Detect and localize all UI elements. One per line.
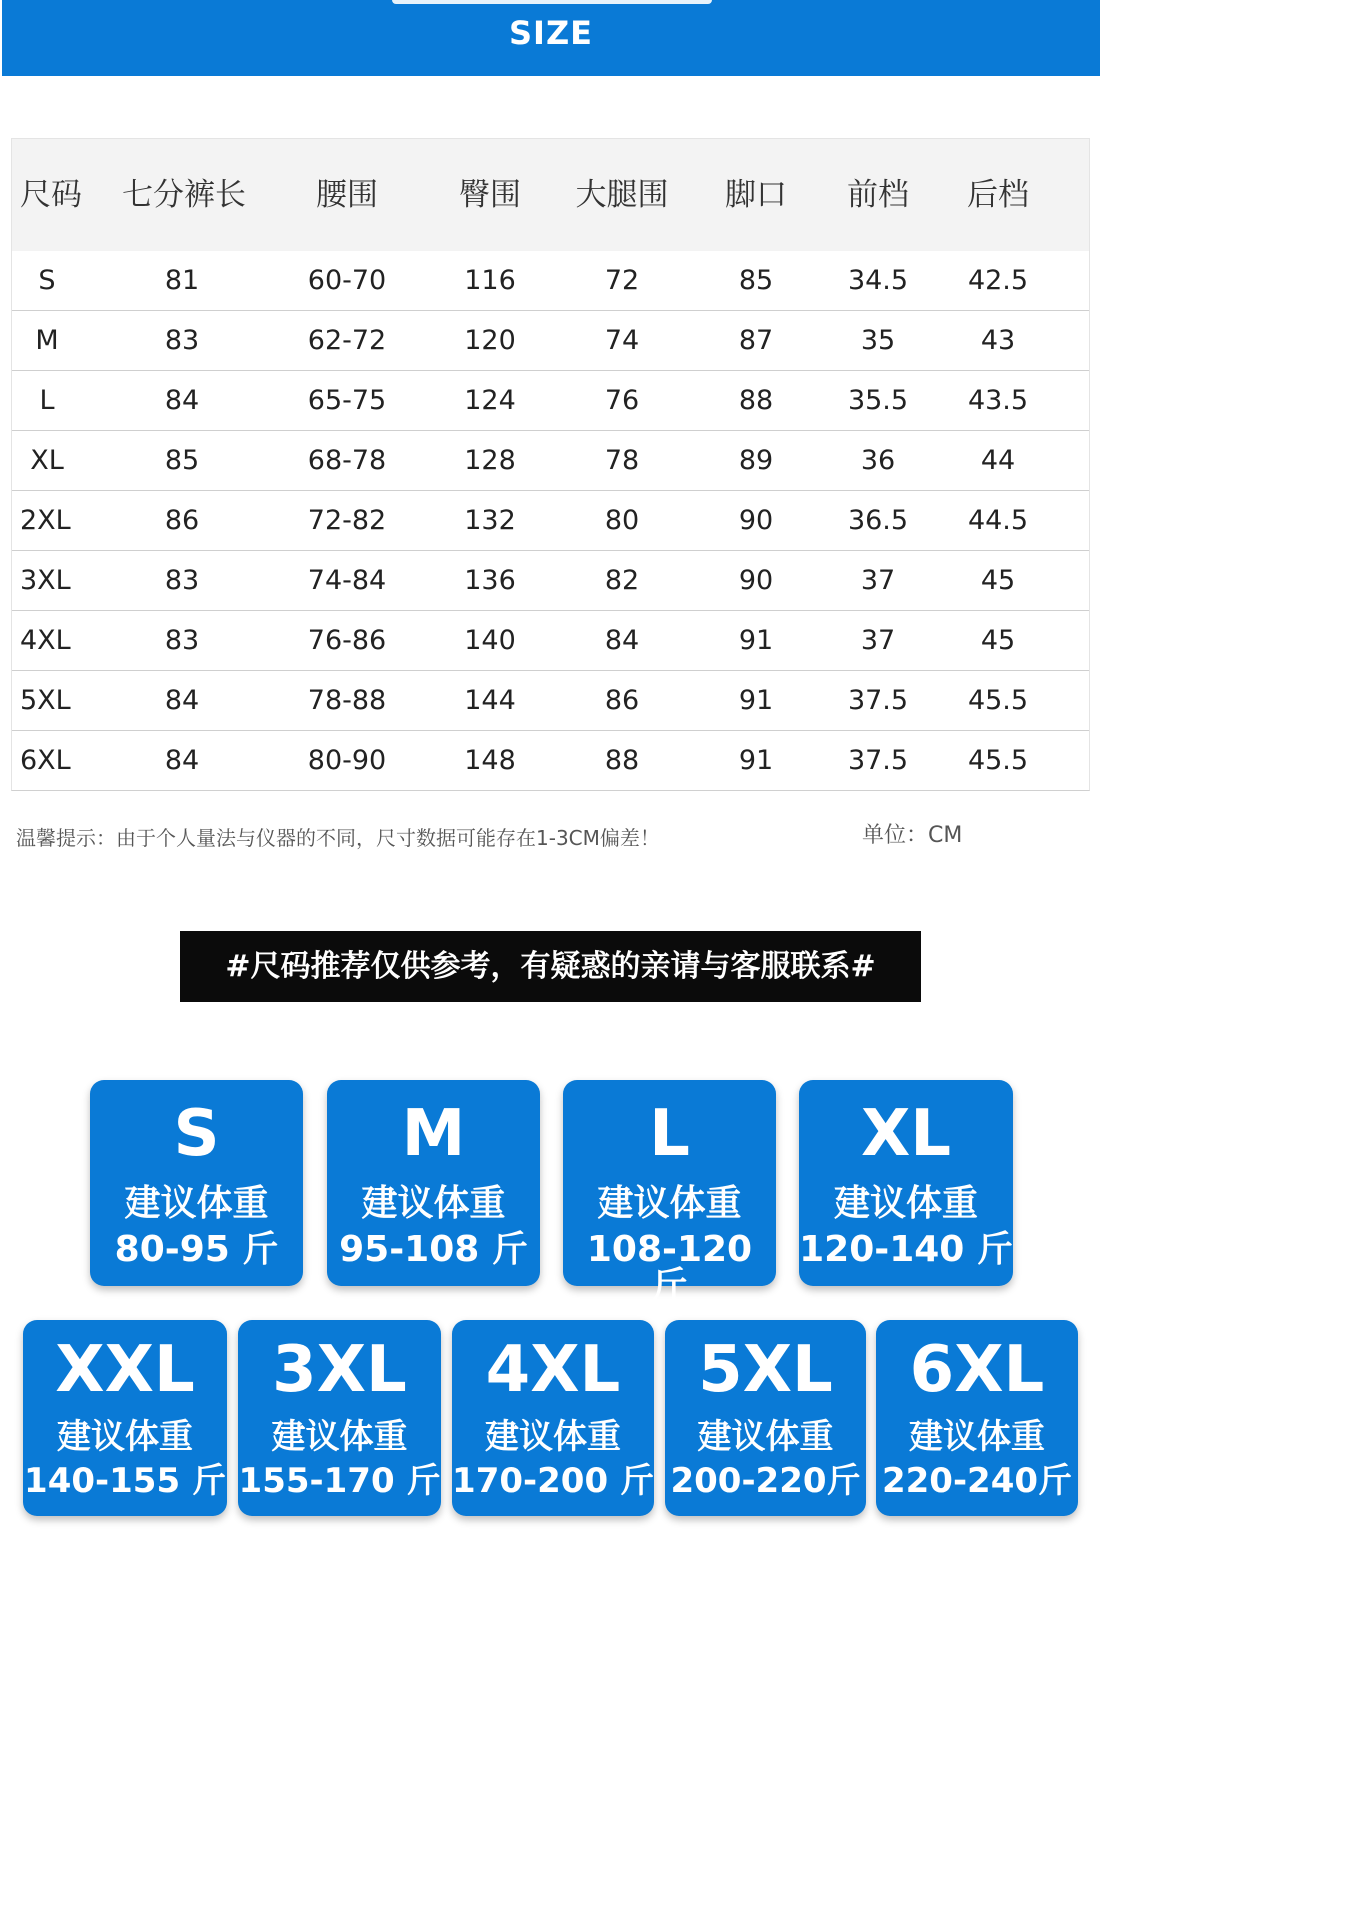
card-weight-label: 建议体重 bbox=[833, 1183, 978, 1224]
header-length: 七分裤长 bbox=[122, 177, 246, 213]
header-thigh: 大腿围 bbox=[575, 177, 669, 213]
table-row bbox=[12, 610, 1089, 670]
table-cell: 85 bbox=[738, 265, 774, 296]
table-cell: 83 bbox=[164, 565, 200, 596]
table-cell: 84 bbox=[604, 625, 640, 656]
table-cell: 78 bbox=[604, 445, 640, 476]
header-waist: 腰围 bbox=[316, 177, 378, 213]
table-cell: 76-86 bbox=[307, 625, 387, 656]
card-size: M bbox=[401, 1097, 466, 1171]
table-cell: 87 bbox=[738, 325, 774, 356]
table-cell: 42.5 bbox=[967, 265, 1029, 296]
table-cell: 88 bbox=[738, 385, 774, 416]
table-cell: 45.5 bbox=[967, 745, 1029, 776]
table-cell: 34.5 bbox=[847, 265, 909, 296]
table-cell: 80 bbox=[604, 505, 640, 536]
table-cell: 43 bbox=[980, 325, 1016, 356]
table-row bbox=[12, 251, 1089, 310]
table-cell: 74 bbox=[604, 325, 640, 356]
table-cell: 91 bbox=[738, 625, 774, 656]
card-weight-range: 170-200 斤 bbox=[452, 1461, 654, 1501]
card-weight-label: 建议体重 bbox=[909, 1417, 1045, 1457]
table-cell: 144 bbox=[464, 685, 516, 716]
table-row bbox=[12, 670, 1089, 730]
card-weight-label: 建议体重 bbox=[361, 1183, 506, 1224]
card-weight-label: 建议体重 bbox=[124, 1183, 269, 1224]
table-cell: 44.5 bbox=[967, 505, 1029, 536]
table-cell: 91 bbox=[738, 745, 774, 776]
card-size: 3XL bbox=[272, 1333, 407, 1407]
table-row bbox=[12, 370, 1089, 430]
table-cell: 128 bbox=[464, 445, 516, 476]
row-size: S bbox=[38, 265, 56, 296]
card-weight-range: 200-220斤 bbox=[670, 1461, 861, 1501]
card-weight-range: 120-140 斤 bbox=[799, 1229, 1013, 1270]
table-cell: 37 bbox=[860, 625, 896, 656]
header-front-rise: 前档 bbox=[847, 177, 909, 213]
table-cell: 84 bbox=[164, 685, 200, 716]
table-cell: 124 bbox=[464, 385, 516, 416]
table-cell: 78-88 bbox=[307, 685, 387, 716]
banner-subtitle: SIZE bbox=[508, 14, 593, 52]
row-size: L bbox=[39, 385, 55, 416]
weight-card-xxl bbox=[23, 1320, 227, 1516]
table-cell: 81 bbox=[164, 265, 200, 296]
header-leg-opening: 脚口 bbox=[725, 177, 787, 213]
table-row bbox=[12, 490, 1089, 550]
table-row bbox=[12, 430, 1089, 490]
table-cell: 43.5 bbox=[967, 385, 1029, 416]
table-cell: 120 bbox=[464, 325, 516, 356]
card-weight-range: 108-120 斤 bbox=[586, 1229, 753, 1306]
weight-card-6xl bbox=[876, 1320, 1078, 1516]
size-table bbox=[11, 138, 1090, 791]
table-cell: 86 bbox=[604, 685, 640, 716]
table-cell: 82 bbox=[604, 565, 640, 596]
recommendation-banner: #尺码推荐仅供参考，有疑惑的亲请与客服联系# bbox=[180, 931, 921, 1002]
table-cell: 90 bbox=[738, 505, 774, 536]
card-weight-label: 建议体重 bbox=[597, 1183, 742, 1224]
table-cell: 45.5 bbox=[967, 685, 1029, 716]
weight-card-3xl bbox=[238, 1320, 441, 1516]
table-cell: 72 bbox=[604, 265, 640, 296]
weight-card-s bbox=[90, 1080, 303, 1286]
table-header bbox=[12, 139, 1089, 251]
row-size: M bbox=[35, 325, 59, 356]
card-size: 6XL bbox=[909, 1333, 1045, 1407]
unit-label: 单位：CM bbox=[862, 823, 963, 848]
card-size: S bbox=[173, 1097, 220, 1171]
header-size: 尺码 bbox=[20, 177, 82, 213]
table-cell: 44 bbox=[980, 445, 1016, 476]
table-row bbox=[12, 730, 1089, 790]
card-weight-label: 建议体重 bbox=[485, 1417, 621, 1457]
table-cell: 148 bbox=[464, 745, 516, 776]
table-cell: 91 bbox=[738, 685, 774, 716]
table-cell: 86 bbox=[164, 505, 200, 536]
weight-card-4xl bbox=[452, 1320, 654, 1516]
card-weight-range: 140-155 斤 bbox=[24, 1461, 226, 1501]
table-cell: 83 bbox=[164, 625, 200, 656]
table-cell: 90 bbox=[738, 565, 774, 596]
table-cell: 45 bbox=[980, 625, 1016, 656]
table-cell: 89 bbox=[738, 445, 774, 476]
card-size: 4XL bbox=[485, 1333, 621, 1407]
table-row bbox=[12, 550, 1089, 610]
table-cell: 76 bbox=[604, 385, 640, 416]
card-size: 5XL bbox=[698, 1333, 833, 1407]
table-cell: 116 bbox=[464, 265, 516, 296]
table-cell: 36.5 bbox=[847, 505, 909, 536]
card-weight-range: 155-170 斤 bbox=[238, 1461, 441, 1501]
card-weight-range: 95-108 斤 bbox=[339, 1229, 528, 1270]
row-size: 2XL bbox=[20, 505, 71, 536]
table-cell: 84 bbox=[164, 745, 200, 776]
measurement-note: 温馨提示：由于个人量法与仪器的不同，尺寸数据可能存在1-3CM偏差！ bbox=[16, 826, 660, 850]
table-cell: 35.5 bbox=[847, 385, 909, 416]
row-size: 3XL bbox=[20, 565, 71, 596]
weight-card-xl bbox=[799, 1080, 1013, 1286]
table-cell: 36 bbox=[860, 445, 896, 476]
row-size: XL bbox=[30, 445, 64, 476]
table-body bbox=[12, 251, 1089, 790]
table-row bbox=[12, 310, 1089, 370]
card-size: XL bbox=[860, 1097, 952, 1171]
weight-card-m bbox=[327, 1080, 540, 1286]
size-banner bbox=[2, 0, 1100, 76]
weight-card-5xl bbox=[665, 1320, 866, 1516]
card-weight-label: 建议体重 bbox=[271, 1417, 408, 1457]
banner-title-fragment bbox=[392, 0, 712, 4]
card-size: L bbox=[649, 1097, 690, 1171]
table-cell: 37 bbox=[860, 565, 896, 596]
table-cell: 37.5 bbox=[847, 685, 909, 716]
card-weight-range: 220-240斤 bbox=[881, 1461, 1073, 1501]
card-weight-label: 建议体重 bbox=[697, 1417, 834, 1457]
table-cell: 132 bbox=[464, 505, 516, 536]
table-cell: 140 bbox=[464, 625, 516, 656]
weight-card-l bbox=[563, 1080, 776, 1306]
table-cell: 60-70 bbox=[307, 265, 387, 296]
table-cell: 84 bbox=[164, 385, 200, 416]
table-cell: 35 bbox=[860, 325, 896, 356]
row-size: 6XL bbox=[20, 745, 71, 776]
table-cell: 45 bbox=[980, 565, 1016, 596]
row-size: 4XL bbox=[20, 625, 71, 656]
table-cell: 85 bbox=[164, 445, 200, 476]
table-cell: 62-72 bbox=[307, 325, 387, 356]
table-cell: 72-82 bbox=[307, 505, 387, 536]
table-cell: 83 bbox=[164, 325, 200, 356]
table-cell: 88 bbox=[604, 745, 640, 776]
header-hip: 臀围 bbox=[459, 177, 521, 213]
table-cell: 37.5 bbox=[847, 745, 909, 776]
table-cell: 74-84 bbox=[307, 565, 387, 596]
table-cell: 80-90 bbox=[307, 745, 387, 776]
table-cell: 68-78 bbox=[307, 445, 387, 476]
table-cell: 136 bbox=[464, 565, 516, 596]
table-cell: 65-75 bbox=[307, 385, 387, 416]
card-weight-label: 建议体重 bbox=[57, 1417, 193, 1457]
card-size: XXL bbox=[55, 1333, 195, 1407]
header-back-rise: 后档 bbox=[967, 177, 1029, 213]
card-weight-range: 80-95 斤 bbox=[114, 1229, 279, 1270]
row-size: 5XL bbox=[20, 685, 71, 716]
